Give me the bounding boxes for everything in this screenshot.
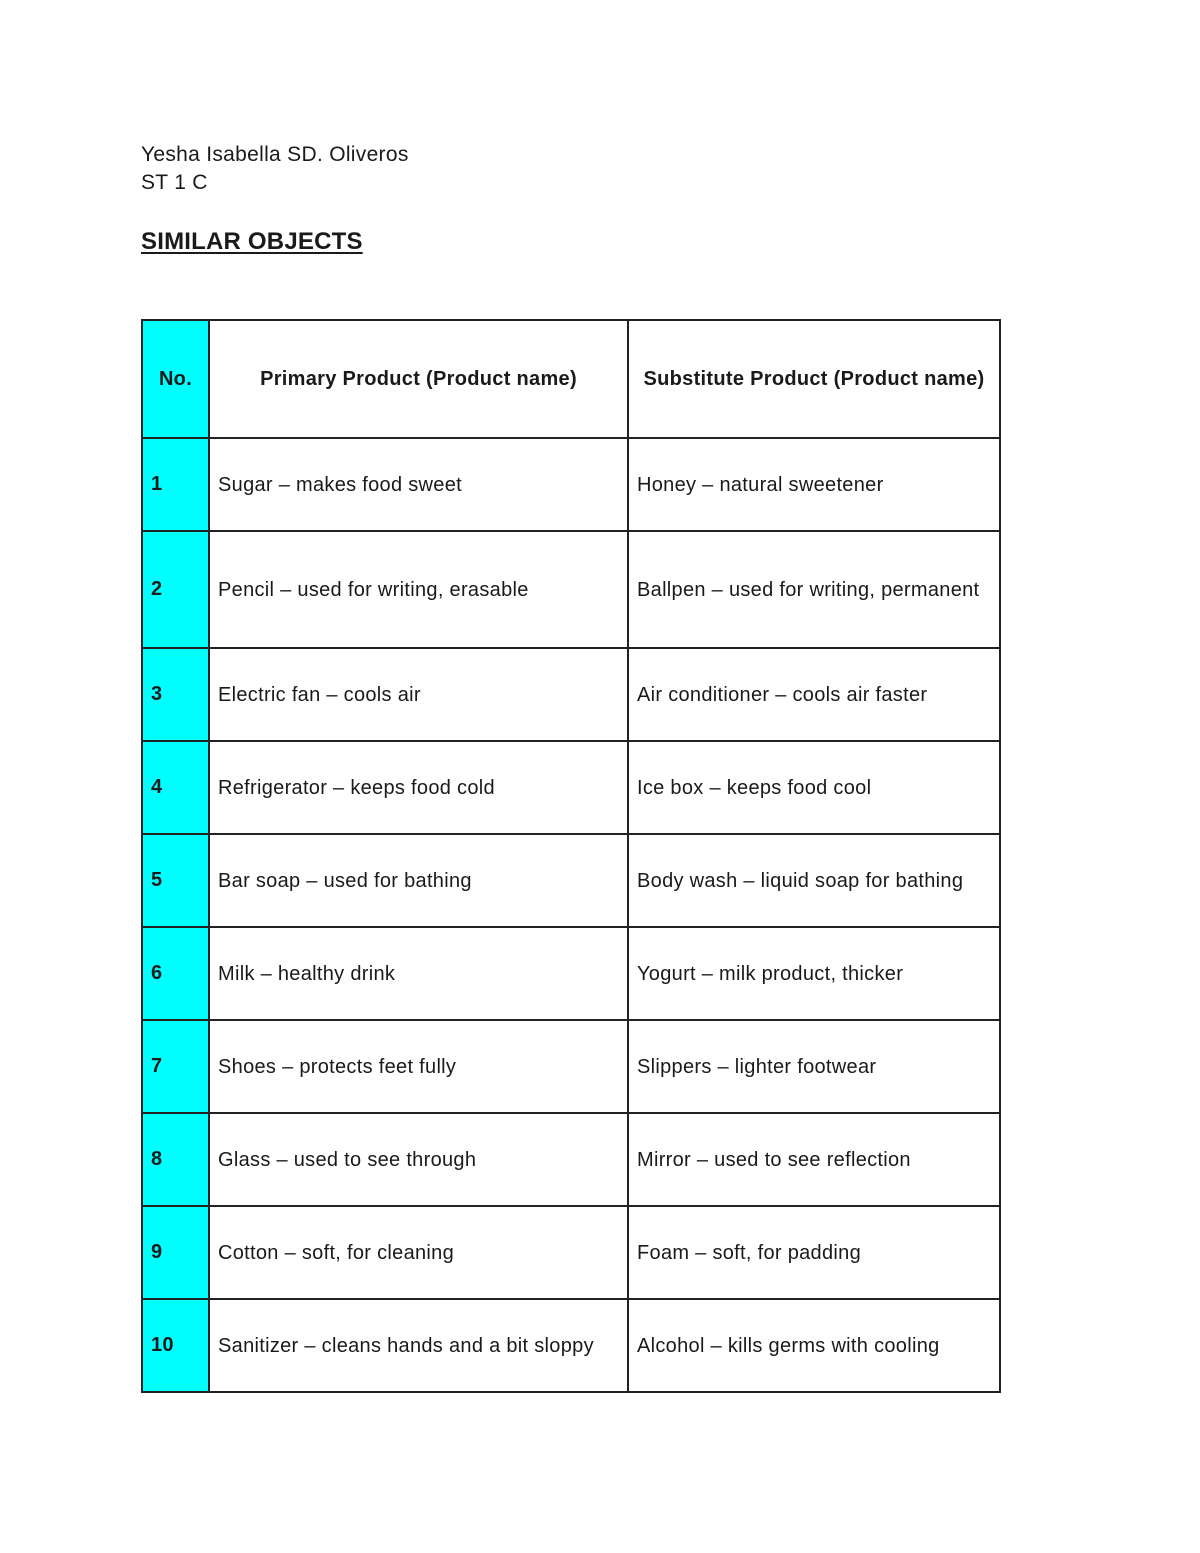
table-header-row (142, 320, 1000, 438)
products-table (141, 319, 1001, 1393)
substitute-product-cell: Yogurt – milk product, thicker (628, 927, 1000, 1020)
row-number: 5 (142, 834, 209, 927)
header-substitute: Substitute Product (Product name) (628, 320, 1000, 438)
table-row (142, 927, 1000, 1020)
table-row (142, 1299, 1000, 1392)
primary-product-cell: Shoes – protects feet fully (209, 1020, 628, 1113)
author-block (141, 141, 409, 197)
primary-product-cell: Pencil – used for writing, erasable (209, 531, 628, 648)
row-number: 9 (142, 1206, 209, 1299)
header-primary: Primary Product (Product name) (209, 320, 628, 438)
author-section: ST 1 C (141, 171, 208, 194)
row-number: 8 (142, 1113, 209, 1206)
substitute-product-cell: Mirror – used to see reflection (628, 1113, 1000, 1206)
table-row (142, 648, 1000, 741)
primary-product-cell: Sugar – makes food sweet (209, 438, 628, 531)
primary-product-cell: Milk – healthy drink (209, 927, 628, 1020)
table-row (142, 741, 1000, 834)
row-number: 1 (142, 438, 209, 531)
substitute-product-cell: Alcohol – kills germs with cooling (628, 1299, 1000, 1392)
primary-product-cell: Cotton – soft, for cleaning (209, 1206, 628, 1299)
author-name: Yesha Isabella SD. Oliveros (141, 143, 409, 166)
substitute-product-cell: Ballpen – used for writing, permanent (628, 531, 1000, 648)
primary-product-cell: Refrigerator – keeps food cold (209, 741, 628, 834)
primary-product-cell: Electric fan – cools air (209, 648, 628, 741)
table-row (142, 834, 1000, 927)
row-number: 4 (142, 741, 209, 834)
header-no: No. (142, 320, 209, 438)
substitute-product-cell: Honey – natural sweetener (628, 438, 1000, 531)
substitute-product-cell: Foam – soft, for padding (628, 1206, 1000, 1299)
table-row (142, 531, 1000, 648)
table-row (142, 438, 1000, 531)
table-row (142, 1113, 1000, 1206)
substitute-product-cell: Body wash – liquid soap for bathing (628, 834, 1000, 927)
primary-product-cell: Sanitizer – cleans hands and a bit sloppy (209, 1299, 628, 1392)
substitute-product-cell: Ice box – keeps food cool (628, 741, 1000, 834)
primary-product-cell: Glass – used to see through (209, 1113, 628, 1206)
substitute-product-cell: Air conditioner – cools air faster (628, 648, 1000, 741)
row-number: 7 (142, 1020, 209, 1113)
row-number: 6 (142, 927, 209, 1020)
row-number: 2 (142, 531, 209, 648)
substitute-product-cell: Slippers – lighter footwear (628, 1020, 1000, 1113)
primary-product-cell: Bar soap – used for bathing (209, 834, 628, 927)
row-number: 3 (142, 648, 209, 741)
row-number: 10 (142, 1299, 209, 1392)
table-row (142, 1020, 1000, 1113)
table-row (142, 1206, 1000, 1299)
document-title: SIMILAR OBJECTS (141, 228, 363, 255)
